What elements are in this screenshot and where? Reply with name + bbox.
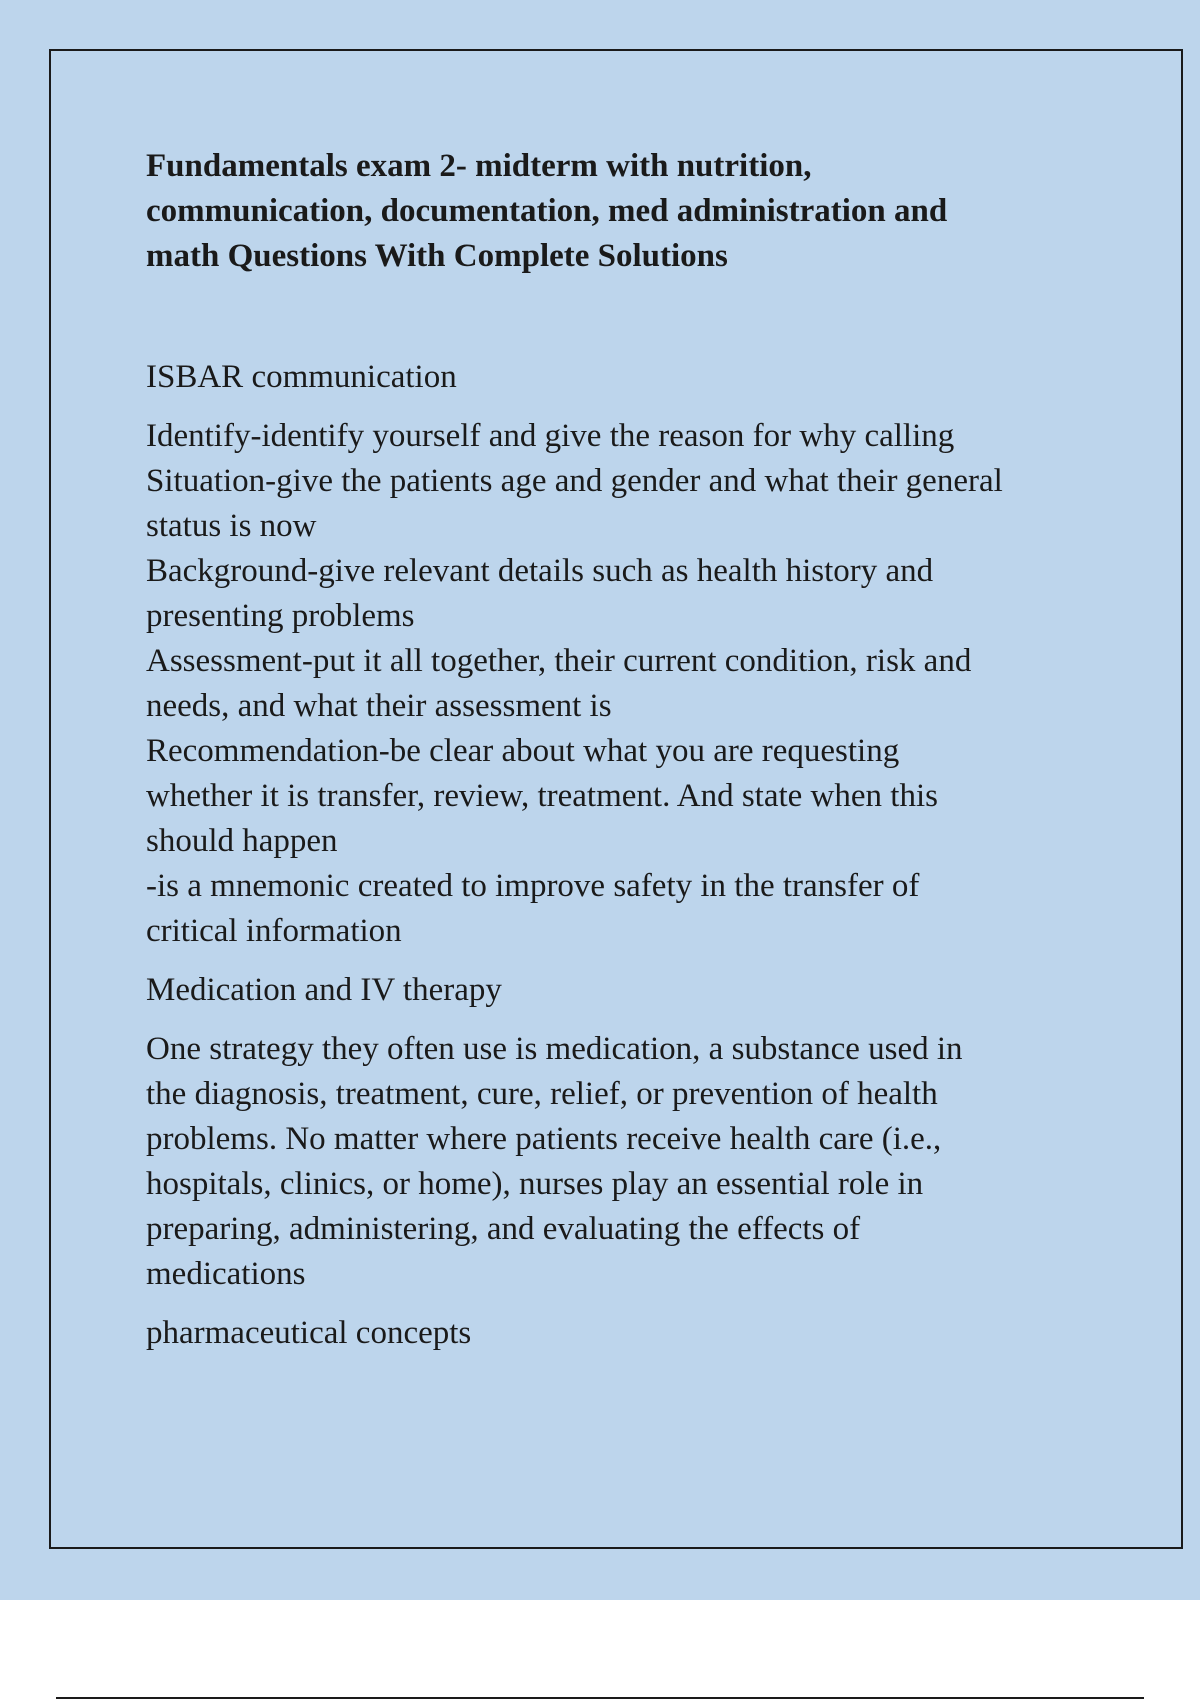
body-line: medications: [146, 1256, 306, 1292]
page-divider: [56, 1697, 1144, 1699]
body-line: presenting problems: [146, 598, 415, 634]
body-line: Recommendation-be clear about what you are requesting: [146, 733, 900, 769]
document-title: [146, 144, 1106, 279]
section-heading-isbar: ISBAR communication: [146, 359, 457, 395]
title-line: Fundamentals exam 2- midterm with nutrition,: [146, 148, 812, 184]
section-body-isbar: [146, 414, 1106, 954]
body-line: Identify-identify yourself and give the reason for why calling: [146, 418, 955, 454]
section-body-medication: [146, 1027, 1106, 1297]
body-line: needs, and what their assessment is: [146, 688, 612, 724]
document-content: [146, 144, 1106, 1370]
section-heading-medication: Medication and IV therapy: [146, 972, 502, 1008]
body-line: One strategy they often use is medication, a substance used in: [146, 1031, 963, 1067]
body-line: preparing, administering, and evaluating the effects of: [146, 1211, 861, 1247]
body-line: Background-give relevant details such as health history and: [146, 553, 934, 589]
body-line: the diagnosis, treatment, cure, relief, or prevention of health: [146, 1076, 938, 1112]
body-line: whether it is transfer, review, treatment. And state when this: [146, 778, 938, 814]
body-line: critical information: [146, 913, 402, 949]
section-heading-pharmaceutical: pharmaceutical concepts: [146, 1315, 472, 1351]
body-line: problems. No matter where patients receive health care (i.e.,: [146, 1121, 942, 1157]
body-line: hospitals, clinics, or home), nurses play an essential role in: [146, 1166, 924, 1202]
body-line: should happen: [146, 823, 338, 859]
body-line: Assessment-put it all together, their current condition, risk and: [146, 643, 972, 679]
title-line: math Questions With Complete Solutions: [146, 238, 728, 274]
title-line: communication, documentation, med administration and: [146, 193, 948, 229]
body-line: status is now: [146, 508, 317, 544]
body-line: Situation-give the patients age and gender and what their general: [146, 463, 1003, 499]
body-line: -is a mnemonic created to improve safety in the transfer of: [146, 868, 920, 904]
